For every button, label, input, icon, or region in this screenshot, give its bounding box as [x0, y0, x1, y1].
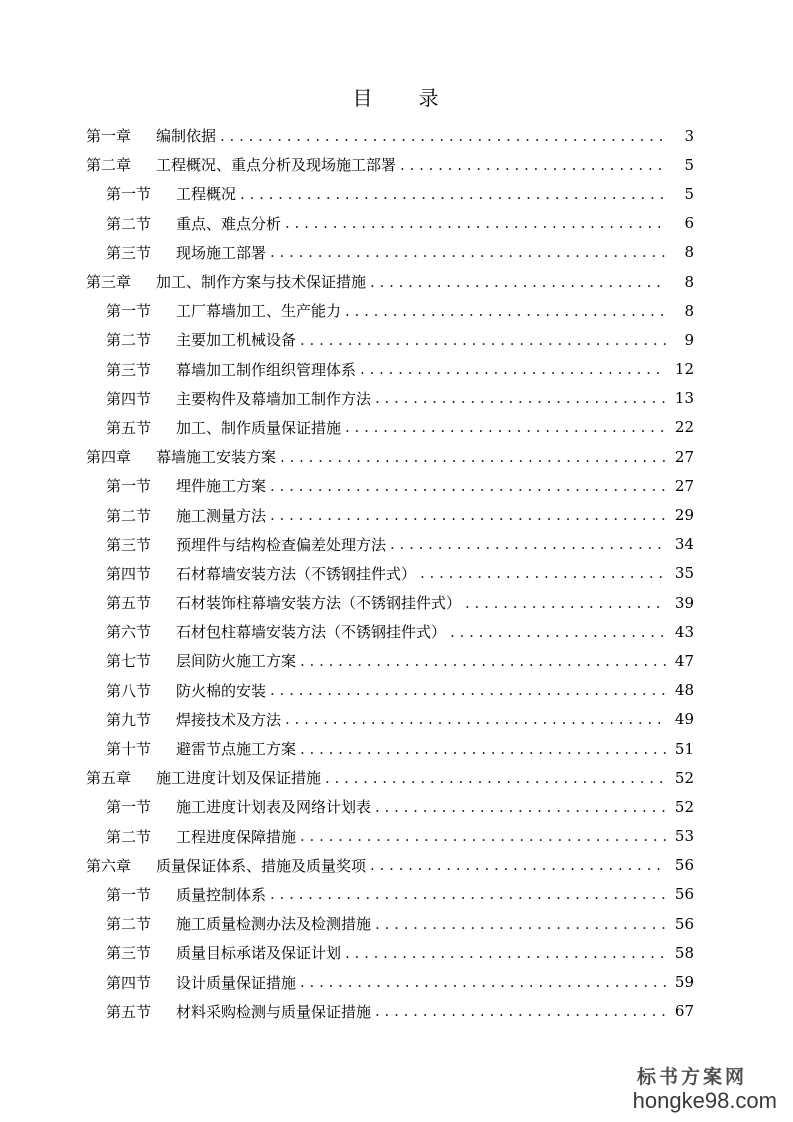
toc-entry-title: 工厂幕墙加工、生产能力: [176, 302, 342, 321]
toc-chapter-entry[interactable]: [0, 267, 793, 296]
toc-entry-label: 第二节: [106, 827, 152, 846]
toc-dot-leader: [325, 769, 666, 787]
toc-dot-leader: [280, 448, 666, 466]
toc-chapter-entry[interactable]: [0, 851, 793, 880]
toc-entry-label: 第二节: [106, 331, 152, 350]
toc-dot-leader: [270, 243, 666, 261]
toc-entry-title: 防火棉的安装: [176, 681, 267, 700]
toc-section-entry[interactable]: [0, 617, 793, 646]
toc-entry-page-number: 27: [674, 447, 694, 466]
toc-entry-label: 第五章: [86, 769, 132, 788]
toc-section-entry[interactable]: [0, 588, 793, 617]
toc-entry-page-number: 47: [674, 651, 694, 670]
toc-dot-leader: [465, 594, 666, 612]
toc-entry-page-number: 3: [684, 126, 694, 145]
toc-entry-title: 设计质量保证措施: [176, 973, 297, 992]
toc-dot-leader: [345, 944, 666, 962]
toc-section-entry[interactable]: [0, 355, 793, 384]
toc-entry-label: 第一节: [106, 302, 152, 321]
toc-entry-title: 质量保证体系、措施及质量奖项: [156, 856, 367, 875]
toc-dot-leader: [375, 389, 666, 407]
toc-entry-title: 质量目标承诺及保证计划: [176, 944, 342, 963]
toc-section-entry[interactable]: [0, 325, 793, 354]
toc-chapter-entry[interactable]: [0, 763, 793, 792]
toc-entry-title: 石材装饰柱幕墙安装方法（不锈钢挂件式）: [176, 594, 462, 613]
toc-entry-page-number: 22: [674, 418, 694, 437]
toc-entry-page-number: 8: [684, 272, 694, 291]
toc-dot-leader: [270, 506, 666, 524]
toc-entry-title: 施工质量检测办法及检测措施: [176, 915, 372, 934]
toc-section-entry[interactable]: [0, 967, 793, 996]
toc-entry-page-number: 56: [674, 885, 694, 904]
toc-entry-label: 第二章: [86, 156, 132, 175]
toc-entry-label: 第七节: [106, 652, 152, 671]
toc-entry-title: 施工进度计划及保证措施: [156, 769, 322, 788]
toc-entry-page-number: 52: [674, 797, 694, 816]
toc-entry-label: 第九节: [106, 710, 152, 729]
toc-section-entry[interactable]: [0, 179, 793, 208]
toc-entry-page-number: 6: [684, 214, 694, 233]
toc-entry-title: 工程概况: [176, 185, 237, 204]
toc-entry-label: 第八节: [106, 681, 152, 700]
toc-entry-page-number: 52: [674, 768, 694, 787]
toc-dot-leader: [400, 156, 666, 174]
toc-entry-title: 加工、制作方案与技术保证措施: [156, 273, 367, 292]
toc-entry-title: 石材幕墙安装方法（不锈钢挂件式）: [176, 564, 417, 583]
toc-chapter-entry[interactable]: [0, 121, 793, 150]
toc-section-entry[interactable]: [0, 559, 793, 588]
toc-entry-page-number: 9: [684, 330, 694, 349]
toc-dot-leader: [370, 856, 666, 874]
toc-entry-page-number: 67: [674, 1002, 694, 1021]
toc-section-entry[interactable]: [0, 909, 793, 938]
toc-entry-page-number: 35: [674, 564, 694, 583]
toc-section-entry[interactable]: [0, 646, 793, 675]
toc-entry-label: 第三章: [86, 273, 132, 292]
toc-dot-leader: [375, 1002, 666, 1020]
toc-entry-label: 第四节: [106, 389, 152, 408]
toc-entry-label: 第十节: [106, 740, 152, 759]
toc-entry-label: 第五节: [106, 594, 152, 613]
toc-entry-label: 第二节: [106, 506, 152, 525]
toc-entry-title: 材料采购检测与质量保证措施: [176, 1002, 372, 1021]
toc-dot-leader: [300, 331, 666, 349]
toc-entry-page-number: 48: [674, 681, 694, 700]
toc-entry-title: 避雷节点施工方案: [176, 740, 297, 759]
toc-section-entry[interactable]: [0, 500, 793, 529]
toc-entry-page-number: 13: [674, 389, 694, 408]
toc-chapter-entry[interactable]: [0, 442, 793, 471]
toc-dot-leader: [285, 710, 666, 728]
toc-entry-label: 第四节: [106, 973, 152, 992]
toc-entry-label: 第四节: [106, 564, 152, 583]
toc-section-entry[interactable]: [0, 238, 793, 267]
toc-entry-title: 工程进度保障措施: [176, 827, 297, 846]
toc-entry-page-number: 43: [674, 622, 694, 641]
toc-entry-label: 第六节: [106, 623, 152, 642]
toc-entry-label: 第四章: [86, 448, 132, 467]
toc-entry-page-number: 5: [684, 184, 694, 203]
table-of-contents: [0, 121, 793, 1026]
toc-entry-page-number: 56: [674, 914, 694, 933]
toc-entry-title: 主要构件及幕墙加工制作方法: [176, 389, 372, 408]
toc-chapter-entry[interactable]: [0, 150, 793, 179]
toc-dot-leader: [390, 535, 666, 553]
toc-section-entry[interactable]: [0, 413, 793, 442]
toc-entry-title: 现场施工部署: [176, 243, 267, 262]
toc-section-entry[interactable]: [0, 792, 793, 821]
toc-dot-leader: [270, 885, 666, 903]
toc-section-entry[interactable]: [0, 938, 793, 967]
toc-entry-page-number: 49: [674, 710, 694, 729]
toc-dot-leader: [375, 915, 666, 933]
toc-dot-leader: [375, 798, 666, 816]
toc-entry-title: 主要加工机械设备: [176, 331, 297, 350]
toc-entry-title: 加工、制作质量保证措施: [176, 418, 342, 437]
toc-section-entry[interactable]: [0, 676, 793, 705]
toc-dot-leader: [270, 477, 666, 495]
toc-entry-title: 焊接技术及方法: [176, 710, 282, 729]
toc-section-entry[interactable]: [0, 471, 793, 500]
toc-entry-title: 幕墙加工制作组织管理体系: [176, 360, 357, 379]
toc-entry-page-number: 27: [674, 476, 694, 495]
toc-entry-label: 第一节: [106, 885, 152, 904]
toc-entry-title: 预埋件与结构检查偏差处理方法: [176, 535, 387, 554]
toc-section-entry[interactable]: [0, 822, 793, 851]
toc-entry-label: 第三节: [106, 243, 152, 262]
toc-entry-page-number: 8: [684, 243, 694, 262]
toc-entry-title: 石材包柱幕墙安装方法（不锈钢挂件式）: [176, 623, 447, 642]
watermark-site-name: 标书方案网: [636, 1066, 747, 1088]
toc-dot-leader: [240, 185, 666, 203]
toc-entry-title: 重点、难点分析: [176, 214, 282, 233]
toc-entry-title: 编制依据: [156, 127, 217, 146]
toc-section-entry[interactable]: [0, 296, 793, 325]
toc-entry-title: 工程概况、重点分析及现场施工部署: [156, 156, 397, 175]
toc-entry-label: 第二节: [106, 214, 152, 233]
toc-entry-label: 第六章: [86, 856, 132, 875]
toc-dot-leader: [450, 623, 666, 641]
toc-dot-leader: [300, 973, 666, 991]
toc-entry-label: 第三节: [106, 535, 152, 554]
toc-dot-leader: [345, 418, 666, 436]
toc-section-entry[interactable]: [0, 997, 793, 1026]
toc-entry-label: 第二节: [106, 915, 152, 934]
toc-section-entry[interactable]: [0, 880, 793, 909]
watermark-url: hongke98.com: [632, 1088, 777, 1113]
toc-entry-page-number: 51: [674, 739, 694, 758]
toc-entry-label: 第五节: [106, 1002, 152, 1021]
toc-entry-page-number: 34: [674, 535, 694, 554]
toc-entry-page-number: 8: [684, 301, 694, 320]
toc-entry-label: 第一节: [106, 477, 152, 496]
toc-entry-label: 第一章: [86, 127, 132, 146]
toc-entry-page-number: 58: [674, 943, 694, 962]
toc-entry-page-number: 53: [674, 827, 694, 846]
toc-section-entry[interactable]: [0, 705, 793, 734]
toc-dot-leader: [270, 681, 666, 699]
toc-entry-page-number: 5: [684, 155, 694, 174]
toc-dot-leader: [285, 214, 666, 232]
toc-entry-title: 层间防火施工方案: [176, 652, 297, 671]
toc-entry-page-number: 39: [674, 593, 694, 612]
toc-dot-leader: [420, 564, 666, 582]
toc-entry-label: 第一节: [106, 185, 152, 204]
toc-entry-title: 质量控制体系: [176, 885, 267, 904]
toc-entry-label: 第五节: [106, 418, 152, 437]
toc-entry-label: 第三节: [106, 944, 152, 963]
toc-entry-page-number: 29: [674, 506, 694, 525]
toc-section-entry[interactable]: [0, 384, 793, 413]
toc-entry-title: 幕墙施工安装方案: [156, 448, 277, 467]
watermark: [633, 1066, 777, 1114]
toc-entry-page-number: 59: [674, 973, 694, 992]
toc-dot-leader: [220, 127, 666, 145]
toc-dot-leader: [300, 740, 666, 758]
toc-entry-title: 施工进度计划表及网络计划表: [176, 798, 372, 817]
toc-section-entry[interactable]: [0, 530, 793, 559]
toc-entry-title: 埋件施工方案: [176, 477, 267, 496]
toc-entry-label: 第一节: [106, 798, 152, 817]
page-title: 目 录: [352, 86, 441, 110]
toc-dot-leader: [300, 827, 666, 845]
toc-section-entry[interactable]: [0, 209, 793, 238]
toc-entry-page-number: 12: [674, 360, 694, 379]
toc-dot-leader: [370, 273, 666, 291]
toc-entry-label: 第三节: [106, 360, 152, 379]
toc-section-entry[interactable]: [0, 734, 793, 763]
toc-dot-leader: [345, 302, 666, 320]
toc-dot-leader: [360, 360, 666, 378]
toc-entry-page-number: 56: [674, 856, 694, 875]
toc-dot-leader: [300, 652, 666, 670]
toc-entry-title: 施工测量方法: [176, 506, 267, 525]
